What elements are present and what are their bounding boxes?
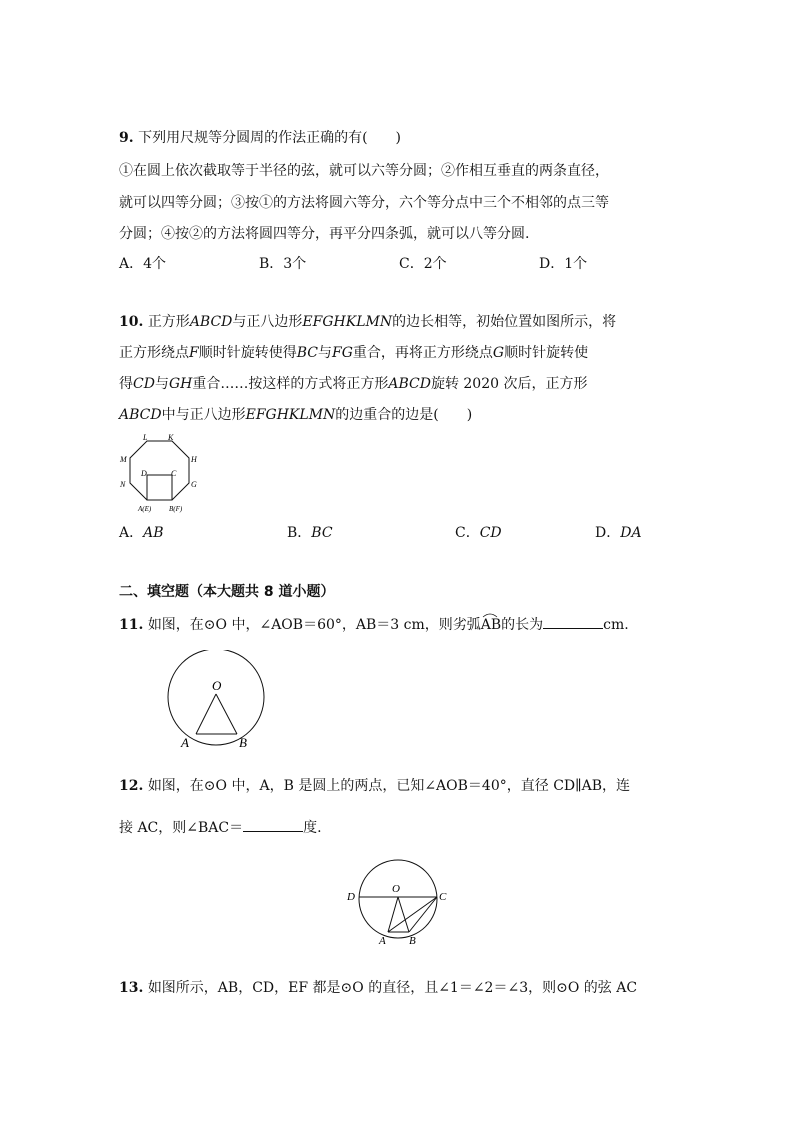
label-B: B: [409, 935, 416, 947]
q10-text: 重合……按这样的方式将正方形: [192, 376, 389, 392]
q10-var: GH: [168, 376, 193, 392]
label-M: M: [120, 455, 127, 464]
q10-var: ABCD: [119, 407, 162, 423]
q12-line2: [119, 817, 322, 838]
circle-O: [359, 860, 437, 938]
q12-text: 度.: [303, 820, 322, 836]
q9-option-c: C．2个: [399, 256, 447, 272]
q10-option-a: [119, 523, 164, 543]
q10-text: 重合，再将正方形绕点: [352, 345, 493, 361]
arc-symbol-icon: [482, 612, 498, 618]
label-L: L: [143, 433, 148, 442]
q11-line: [119, 614, 629, 635]
q10-text: 得: [119, 376, 133, 392]
q10-text: 与: [317, 345, 332, 361]
q10-var: EFGHKLMN: [302, 314, 393, 330]
q9-line2: 就可以四等分圆；③按①的方法将圆六等分，六个等分点中三个不相邻的点三等: [119, 195, 609, 211]
q10-number: 10.: [119, 314, 144, 330]
option-value: AB: [143, 525, 164, 541]
label-G: G: [191, 480, 197, 489]
circle-O: [168, 650, 264, 745]
q10-text: 的边长相等，初始位置如图所示，将: [392, 314, 617, 330]
q11-unit: cm.: [603, 617, 629, 633]
q9-stem: [119, 128, 401, 148]
q10-text: 旋转 2020 次后，正方形: [430, 376, 588, 392]
q12-text: 接 AC，则∠BAC＝: [119, 820, 244, 836]
q10-octagon-figure: [116, 430, 206, 516]
square-shape: [147, 475, 172, 500]
segment-OB: [398, 897, 409, 932]
label-O: O: [392, 883, 400, 895]
q11-text: 的长为: [501, 617, 544, 633]
segment-OB: [216, 694, 237, 734]
q11-text: 如图，在⊙O 中，∠AOB＝60°，AB＝3 cm，则劣弧: [147, 617, 481, 633]
octagon-shape: [130, 441, 189, 500]
q10-option-b: [287, 523, 333, 543]
option-prefix: A．: [119, 525, 144, 541]
q11-answer-blank[interactable]: [543, 614, 603, 629]
option-prefix: B．: [287, 525, 312, 541]
q13-number: 13.: [119, 980, 144, 996]
option-value: DA: [620, 525, 642, 541]
option-prefix: C．: [455, 525, 480, 541]
q10-text: 与: [154, 376, 169, 392]
q9-option-d: D．1个: [539, 256, 588, 272]
label-C: C: [171, 469, 177, 478]
segment-OA: [388, 897, 398, 932]
option-value: BC: [311, 525, 333, 541]
q12-text: 如图，在⊙O 中，A，B 是圆上的两点，已知∠AOB＝40°，直径 CD∥AB，连: [147, 778, 630, 794]
label-B-F: B(F): [169, 505, 183, 513]
label-C: C: [439, 891, 447, 903]
q12-circle-figure: [343, 858, 453, 948]
label-D: D: [141, 469, 147, 478]
q10-text: 与正八边形: [232, 314, 303, 330]
q11-circle-figure: [160, 650, 272, 752]
q10-line4: [119, 405, 472, 425]
q9-line3: 分圆；④按②的方法将圆四等分，再平分四条弧，就可以八等分圆.: [119, 226, 530, 242]
label-N: N: [120, 480, 126, 489]
q11-number: 11.: [119, 617, 144, 633]
label-O: O: [212, 678, 222, 693]
q10-line1: [119, 312, 616, 332]
q10-var: ABCD: [189, 314, 233, 330]
option-prefix: D．: [595, 525, 621, 541]
section-heading: 二、填空题（本大题共 8 道小题）: [119, 584, 335, 600]
q9-line1: ①在圆上依次截取等于半径的弦，就可以六等分圆；②作相互垂直的两条直径，: [119, 163, 609, 179]
q10-text: 正方形: [147, 314, 190, 330]
q10-var: CD: [133, 376, 155, 392]
q10-var: ABCD: [388, 376, 431, 392]
q10-var: BC: [296, 345, 318, 361]
option-value: CD: [479, 525, 502, 541]
q12-line1: [119, 776, 630, 796]
q9-number: 9.: [119, 130, 134, 146]
label-H: H: [191, 455, 197, 464]
q10-text: 顺时针旋转使得: [198, 345, 297, 361]
q10-option-c: [455, 523, 502, 543]
chord-AC: [388, 897, 437, 932]
q10-var: F: [189, 345, 199, 361]
q9-stem-text: 下列用尺规等分圆周的作法正确的有( ): [138, 130, 402, 146]
q11-arc-label: AB: [480, 617, 502, 633]
label-B: B: [239, 735, 247, 750]
q10-text: 正方形绕点: [119, 345, 189, 361]
label-A-E: A(E): [138, 505, 152, 513]
q13-line1: [119, 978, 637, 998]
label-K: K: [168, 433, 174, 442]
q9-option-b: B．3个: [259, 256, 307, 272]
q12-answer-blank[interactable]: [243, 817, 303, 832]
segment-OA: [196, 694, 216, 734]
label-A: A: [379, 935, 386, 947]
q10-text: 顺时针旋转使: [504, 345, 589, 361]
q13-text: 如图所示，AB，CD，EF 都是⊙O 的直径，且∠1＝∠2＝∠3，则⊙O 的弦 AC: [147, 980, 638, 996]
q10-var: G: [492, 345, 505, 361]
q10-text: 的边重合的边是( ): [335, 407, 473, 423]
q9-option-a: A．4个: [119, 256, 167, 272]
q10-text: 中与正八边形: [161, 407, 246, 423]
arc-AB-notation: [481, 615, 501, 635]
q10-var: EFGHKLMN: [245, 407, 336, 423]
q10-line2: [119, 343, 588, 363]
q12-number: 12.: [119, 778, 144, 794]
label-A: A: [181, 735, 189, 750]
label-D: D: [347, 891, 355, 903]
q10-line3: [119, 374, 587, 394]
q10-option-d: [595, 523, 642, 543]
q10-var: FG: [331, 345, 353, 361]
